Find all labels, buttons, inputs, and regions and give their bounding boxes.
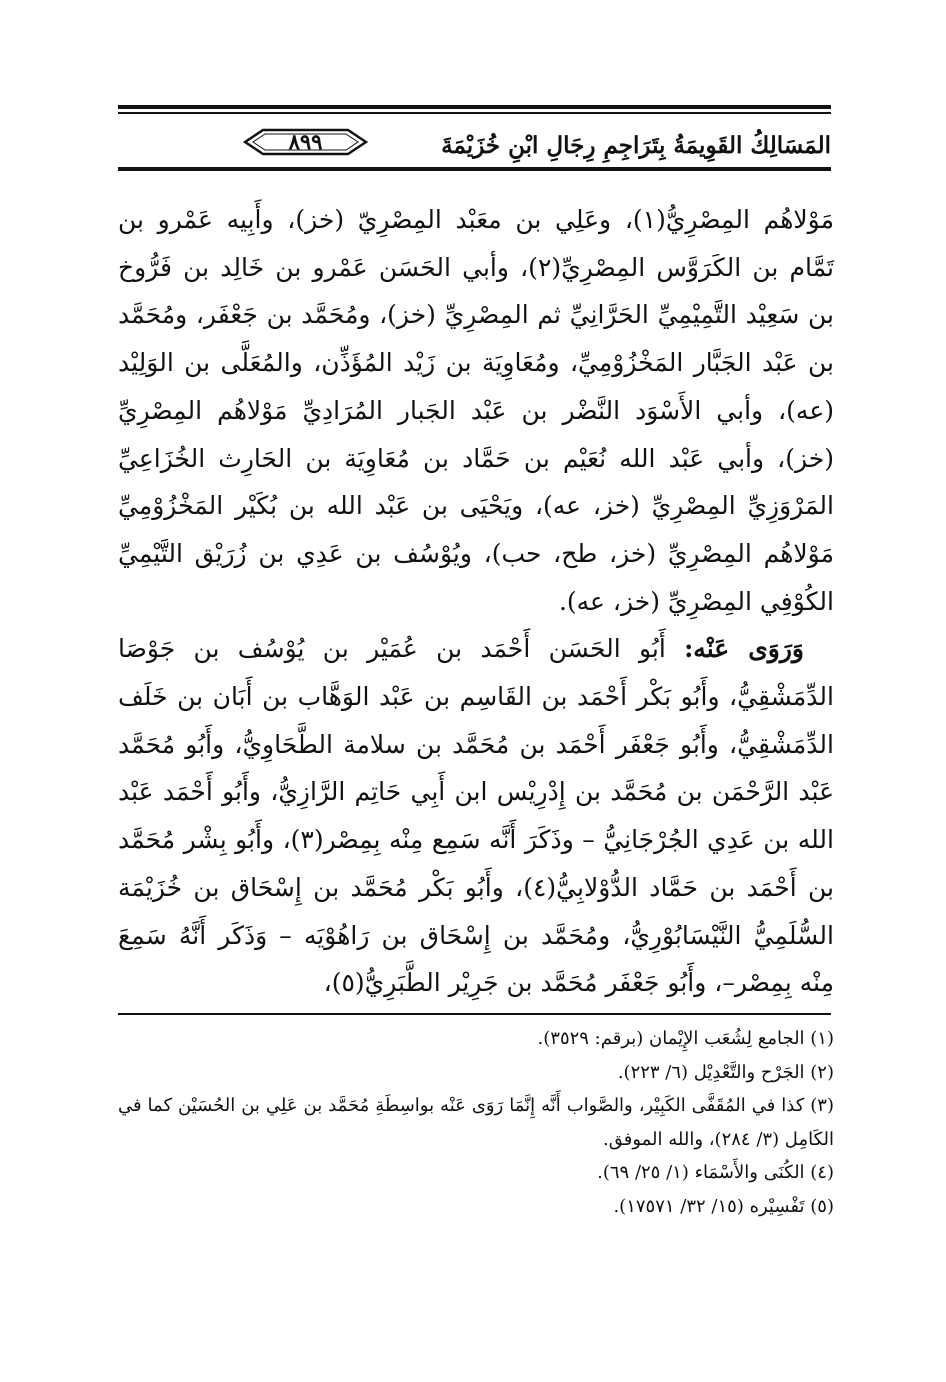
paragraph-1: مَوْلاهُم المِصْرِيُّ(١)، وعَلِي بن معَبْد المِصْرِيّ (خز)، وأَبِيه عَمْرو بن تَمَّام بن الكَرَوَّس المِصْرِيِّ(٢)، وأبي الحَسَن عَمْرو بن خَالِد بن فَرُّوخ بن سَعِيْد التَّمِيْمِيِّ الحَرَّانِيِّ ثم المِصْرِيِّ (خز)، ومُحَمَّد بن جَعْفَر، ومُحَمَّد بن عَبْد الجَبَّار المَخْزُوْمِيِّ، ومُعَاوِيَة بن زَيْد المُؤَذِّن، والمُعَلَّى بن الوَلِيْد (عه)، وأبي الأَسْوَد النَّضْر بن عَبْد الجَبار المُرَادِيِّ مَوْلاهُم المِصْرِيِّ (خز)، وأبي عَبْد الله نُعَيْم بن حَمَّاد بن مُعَاوِيَة بن الحَارِث الخُزَاعِيِّ المَرْوَزِيِّ المِصْرِيِّ (خز، عه)، ويَحْيَى بن عَبْد الله بن بُكَيْر المَخْزُوْمِيِّ مَوْلاهُم المِصْرِيِّ (خز، طح، حب)، ويُوْسُف بن عَدِي بن زُرَيْق التَّيْمِيِّ الكُوْفِي المِصْرِيِّ (خز، عه). bbox=[118, 205, 835, 616]
main-text bbox=[118, 196, 834, 1007]
header-bottom-rule bbox=[118, 167, 831, 171]
page-header bbox=[118, 108, 831, 163]
footnote-4: (٤) الكُنَى والأَسْمَاء (١/ ٢٥/ ٦٩). bbox=[597, 1162, 834, 1183]
page-number-badge bbox=[243, 128, 368, 156]
paragraph-2-lead: وَرَوَى عَنْه: bbox=[684, 634, 804, 664]
book-title: المَسَالِكُ القَوِيمَةُ بِتَرَاجِمِ رِجَالِ ابْنِ خُزَيْمَةَ bbox=[441, 132, 831, 159]
footnote-5: (٥) تَفْسِيْره (١٥/ ٣٢/ ١٧٥٧١). bbox=[613, 1195, 834, 1217]
paragraph-2 bbox=[118, 625, 834, 1007]
footnotes bbox=[118, 1022, 834, 1223]
footnote-separator bbox=[118, 1013, 831, 1015]
page-number: ٨٩٩ bbox=[288, 129, 323, 154]
footnote-3: (٣) كذا في المُقَفَّى الكَبِيْر، والصَّواب أَنَّه إِنَّمَا رَوَى عَنْه بواسِطَةِ مُحَمَّد بن عَلِي بن الحُسَيْن كما في الكَامِل (٣/ ٢٨٤)، والله الموفق. bbox=[118, 1095, 834, 1150]
footnote-2: (٢) الجَرْح والتَّعْدِيْل (٦/ ٢٢٣). bbox=[617, 1061, 834, 1083]
footnote-1: (١) الجامع لِشُعَب الإِيْمان (برقم: ٣٥٢٩). bbox=[537, 1028, 834, 1049]
paragraph-2-text: أَبُو الحَسَن أَحْمَد بن عُمَيْر بن يُوْسُف بن جَوْصَا الدِّمَشْقِيُّ، وأَبُو بَكْر أَحْمَد بن القَاسِم بن عَبْد الوَهَّاب بن أَبَان بن خَلَف الدِّمَشْقِيُّ، وأَبُو جَعْفَر أَحْمَد بن مُحَمَّد بن سلامة الطَّحَاوِيُّ، وأَبُو مُحَمَّد عَبْد الرَّحْمَن بن مُحَمَّد بن إِدْرِيْس ابن أَبِي حَاتِم الرَّازِيُّ، وأَبُو أَحْمَد عَبْد الله بن عَدِي الجُرْجَانِيُّ – وذَكَرَ أَنَّه سَمِع مِنْه بِمِصْر(٣)، وأَبُو بِشْر مُحَمَّد بن أَحْمَد بن حَمَّاد الدُّوْلابِيُّ(٤)، وأَبُو بَكْر مُحَمَّد بن إِسْحَاق بن خُزَيْمَة السُّلَمِيُّ النَّيْسَابُوْرِيُّ، ومُحَمَّد بن إِسْحَاق بن رَاهُوْيَه – وَذَكَر أَنَّهُ سَمِعَ مِنْه بِمِصْر–، وأَبُو جَعْفَر مُحَمَّد بن جَرِيْر الطَّبَرِيُّ(٥)، bbox=[118, 634, 834, 998]
